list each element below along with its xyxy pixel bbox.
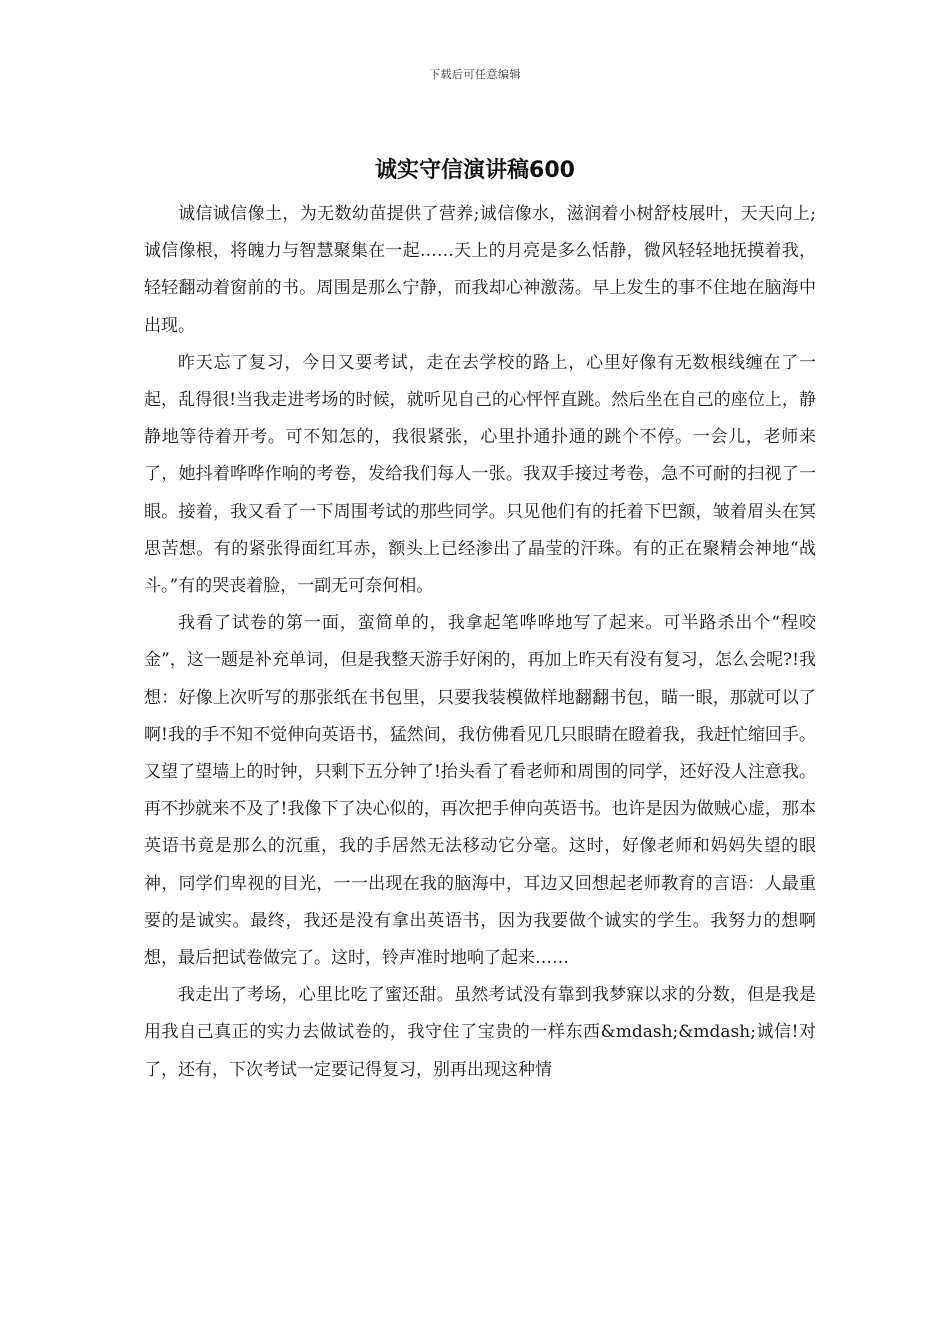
- page-title: 诚实守信演讲稿600: [375, 158, 575, 183]
- article-body: [144, 196, 816, 1089]
- header-note: 下载后可任意编辑: [429, 68, 521, 81]
- paragraph-1: 诚信诚信像土，为无数幼苗提供了营养;诚信像水，滋润着小树舒枝展叶，天天向上;诚信像根，将魄力与智慧聚集在一起……天上的月亮是多么恬静，微风轻轻地抚摸着我，轻轻翻动着窗前的书。周围是那么宁静，而我却心神激荡。早上发生的事不住地在脑海中出现。: [144, 204, 816, 336]
- paragraph-3: 我看了试卷的第一面，蛮简单的，我拿起笔哗哗地写了起来。可半路杀出个“程咬金”，这一题是补充单词，但是我整天游手好闲的，再加上昨天有没有复习，怎么会呢?!我想：好像上次听写的那张纸在书包里，只要我装模做样地翻翻书包，瞄一眼，那就可以了啊!我的手不知不觉伸向英语书，猛然间，我仿佛看见几只眼睛在瞪着我，我赶忙缩回手。又望了望墙上的时钟，只剩下五分钟了!抬头看了看老师和周围的同学，还好没人注意我。再不抄就来不及了!我像下了决心似的，再次把手伸向英语书。也许是因为做贼心虚，那本英语书竟是那么的沉重，我的手居然无法移动它分毫。这时，好像老师和妈妈失望的眼神，同学们卑视的目光，一一出现在我的脑海中，耳边又回想起老师教育的言语：人最重要的是诚实。最终，我还是没有拿出英语书，因为我要做个诚实的学生。我努力的想啊想，最后把试卷做完了。这时，铃声准时地响了起来……: [144, 613, 816, 969]
- paragraph-4: 我走出了考场，心里比吃了蜜还甜。虽然考试没有靠到我梦寐以求的分数，但是我是用我自己真正的实力去做试卷的，我守住了宝贵的一样东西&mdash;&mdash;诚信!对了，还有，下次考试一定要记得复习，别再出现这种情: [144, 985, 816, 1080]
- paragraph-2: 昨天忘了复习，今日又要考试，走在去学校的路上，心里好像有无数根线缠在了一起，乱得很!当我走进考场的时候，就听见自己的心怦怦直跳。然后坐在自己的座位上，静静地等待着开考。可不知怎的，我很紧张，心里扑通扑通的跳个不停。一会儿，老师来了，她抖着哗哗作响的考卷，发给我们每人一张。我双手接过考卷，急不可耐的扫视了一眼。接着，我又看了一下周围考试的那些同学。只见他们有的托着下巴额，皱着眉头在冥思苦想。有的紧张得面红耳赤，额头上已经渗出了晶莹的汗珠。有的正在聚精会神地“战斗。”有的哭丧着脸，一副无可奈何相。: [144, 352, 816, 597]
